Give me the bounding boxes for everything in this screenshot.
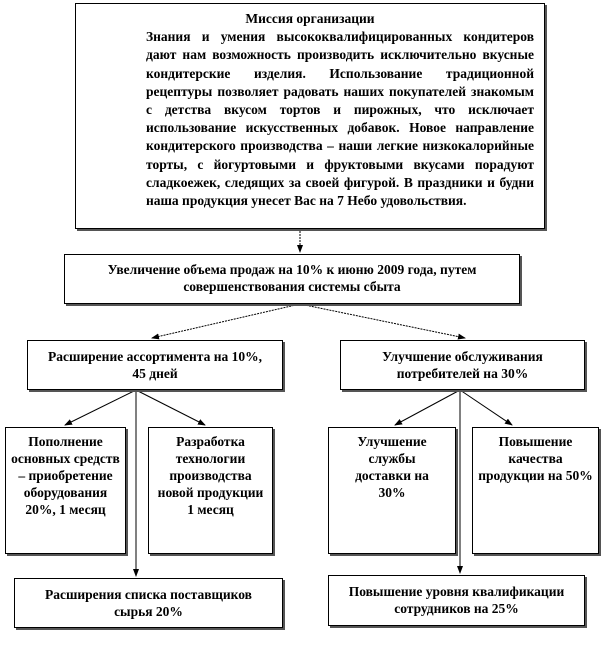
arrow-right-sub2 [460,390,512,425]
left-sub1-box: Пополнение основных средств – приобретение оборудования 20%, 1 месяц [5,427,126,554]
arrow-left-sub2 [136,390,205,425]
right-sub1-box: Улучшение службы доставки на 30% [328,427,456,554]
left-bottom-box: Расширения списка поставщиков сырья 20% [14,578,283,628]
arrow-left-sub1 [65,390,136,425]
right-bottom-box: Повышение уровня квалификации сотрудников на 25% [328,575,585,626]
arrow-right-sub1 [395,390,460,425]
mission-box [75,3,545,229]
mission-title: Миссия организации [245,11,375,26]
right-goal-box: Улучшение обслуживания потребителей на 30% [340,340,585,390]
arrow-goal-right [300,304,465,338]
right-sub2-box: Повышение качества продукции на 50% [472,427,599,554]
left-sub2-box: Разработка технологии производства новой продукции 1 месяц [148,427,273,554]
left-goal-box: Расширение ассортимента на 10%, 45 дней [27,340,283,390]
goal-box: Увеличение объема продаж на 10% к июню 2009 года, путем совершенствования системы сбыта [64,254,520,304]
arrow-goal-left [152,304,300,338]
mission-text: Знания и умения высококвалифицированных кондитеров дают нам возможность производить исключительно вкусные кондитерские изделия. Использование традиционной рецептуры позволяет радовать наших покупателей знакомым с детства вкусом тортов и пирожных, что исключает использование искусственных добавок. Новое направление кондитерского производства – наши легкие низкокалорийные торты, с йогуртовыми и фруктовыми вкусами порадуют сладкоежек, следящих за своей фигурой. В праздники и будни наша продукция унесет Вас на 7 Небо удовольствия. [146,29,534,209]
